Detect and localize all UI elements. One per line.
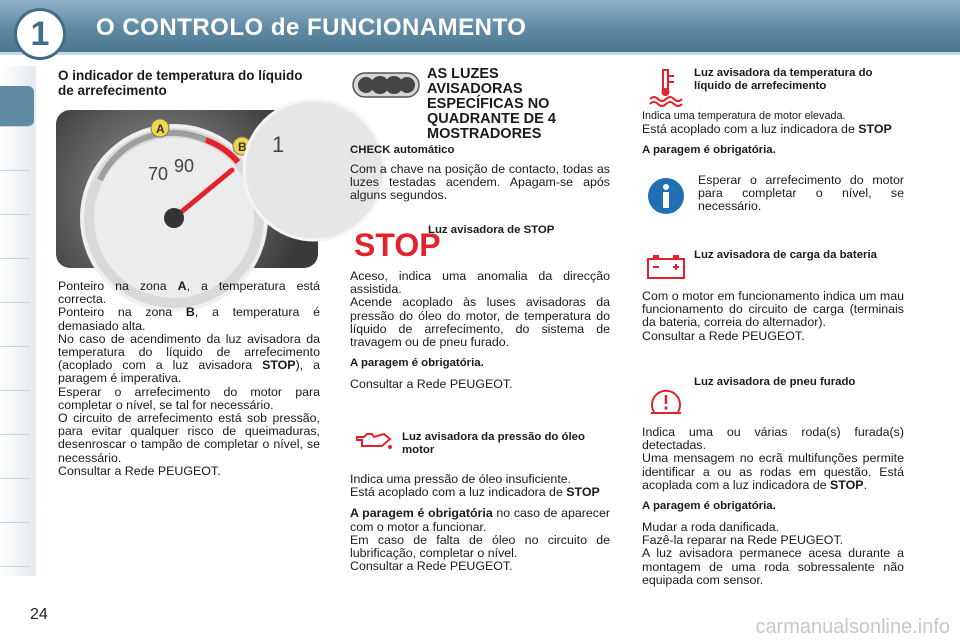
temp-small-text: Indica uma temperatura de motor elevada. <box>642 110 846 122</box>
chapter-number-badge: 1 <box>14 8 66 60</box>
temp-text-stop: STOP <box>858 122 892 137</box>
tyre-text-5: A luz avisadora permanece acesa durante a montagem de uma roda sobressalente não equipada com sensor. <box>642 546 904 587</box>
stop-warning-icon <box>352 226 441 265</box>
side-tab-chapter-5[interactable] <box>0 262 30 303</box>
check-text: Com a chave na posição de contacto, todas as luzes testadas acendem. Apagam-se após alguns segundos. <box>350 162 610 203</box>
page-number: 24 <box>30 606 48 623</box>
instrument-cluster-icon <box>352 70 420 105</box>
gauge-zone-b-label: B <box>238 140 247 154</box>
left-p4: Esperar o arrefecimento do motor para completar o nível, se tal for necessário. <box>58 384 320 412</box>
gauge-tick-90: 90 <box>174 156 195 176</box>
side-tab-chapter-7[interactable] <box>0 350 30 391</box>
coolant-temperature-icon <box>648 68 684 111</box>
gauge-tick-1: 1 <box>272 132 285 157</box>
tyre-text-2-stop: STOP <box>830 477 864 492</box>
side-tab-chapter-11[interactable] <box>0 526 30 567</box>
left-p1-zone: A <box>177 279 187 293</box>
side-tab-chapter-8[interactable] <box>0 394 30 435</box>
battery-consult: Consultar a Rede PEUGEOT. <box>642 328 805 343</box>
left-p5: O circuito de arrefecimento está sob pressão, para evitar qualquer risco de queimaduras, desenroscar o tampão de completar o nível, se necessário. <box>58 411 320 465</box>
stop-icon-text: STOP <box>354 227 441 263</box>
check-title: CHECK automático <box>350 144 455 156</box>
side-tab-chapter-9[interactable] <box>0 438 30 479</box>
info-icon <box>646 176 686 221</box>
flat-tyre-icon <box>646 386 686 423</box>
side-tab-chapter-1[interactable] <box>0 86 34 127</box>
info-text: Esperar o arrefecimento do motor para completar o nível, se necessário. <box>698 173 904 214</box>
left-p3-rest: ), a paragem é imperativa. <box>58 358 320 386</box>
tyre-text-3: Mudar a roda danificada. <box>642 520 780 535</box>
temp-text: Está acoplado com a luz indicadora de <box>642 122 859 137</box>
temp-mandatory: A paragem é obrigatória. <box>642 144 776 157</box>
left-p3-text: No caso de acendimento da luz avisadora da temperatura do líquido de arrefecimento (acoplado com a luz avisadora <box>58 331 320 373</box>
tyre-title-block <box>694 376 894 389</box>
temp-title-block <box>694 67 894 93</box>
oil-mandatory-rest: no caso de aparecer com o motor a funcionar. <box>350 506 610 534</box>
warning-lights-heading: AS LUZES AVISADORAS ESPECÍFICAS NO QUADRANTE DE 4 MOSTRADORES <box>427 66 556 142</box>
oil-consult: Consultar a Rede PEUGEOT. <box>350 559 513 574</box>
oil-can-icon <box>354 428 394 457</box>
oil-text-3: Em caso de falta de óleo no circuito de lubrificação, completar o nível. <box>350 532 610 561</box>
left-p6: Consultar a Rede PEUGEOT. <box>58 463 221 478</box>
page-title: O CONTROLO de FUNCIONAMENTO <box>96 14 527 41</box>
oil-text-1: Indica uma pressão de óleo insuficiente. <box>350 472 572 486</box>
tyre-text-2-end: . <box>863 477 868 492</box>
left-column <box>58 68 320 98</box>
tyre-text-4: Fazê-la reparar na Rede PEUGEOT. <box>642 533 844 548</box>
check-section <box>350 144 610 211</box>
battery-icon <box>646 254 686 285</box>
header-stripe <box>0 52 960 55</box>
battery-title-block <box>694 249 900 262</box>
gauge-tick-70: 70 <box>148 164 169 184</box>
gauge-zone-a-label: A <box>156 122 165 136</box>
side-tab-chapter-10[interactable] <box>0 482 30 523</box>
left-p3-stop: STOP <box>262 358 296 373</box>
temp-title: Luz avisadora da temperatura do líquido de arrefecimento <box>694 67 873 92</box>
side-tab-chapter-4[interactable] <box>0 218 30 259</box>
oil-text-2-stop: STOP <box>566 485 600 500</box>
stop-title: Luz avisadora de STOP <box>428 224 555 236</box>
left-p2-rest: , a temperatura é demasiado alta. <box>58 305 320 333</box>
battery-text: Com o motor em funcionamento indica um mau funcionamento do circuito de carga (terminais da bateria, correia do alternador). <box>642 289 904 330</box>
stop-title-block <box>428 224 608 237</box>
temp-section <box>642 110 904 165</box>
stop-section <box>350 270 610 399</box>
tyre-text-1: Indica uma ou várias roda(s) furada(s) detectadas. <box>642 425 904 453</box>
left-p1-text: Ponteiro na zona <box>58 279 178 293</box>
tyre-title: Luz avisadora de pneu furado <box>694 376 856 388</box>
oil-title: Luz avisadora da pressão do óleo motor <box>402 431 585 456</box>
tyre-text-2: Uma mensagem no ecrã multifunções permite identificar a ou as rodas em questão. Está acoplada com a luz indicadora de <box>642 451 904 492</box>
tyre-mandatory: A paragem é obrigatória. <box>642 500 776 513</box>
oil-section <box>350 473 610 573</box>
left-column-body <box>58 280 320 478</box>
chapter-side-tabs <box>0 66 36 576</box>
oil-text-2: Está acoplado com a luz indicadora de <box>350 485 567 500</box>
stop-mandatory: A paragem é obrigatória. <box>350 357 484 370</box>
stop-text-2: Acende acoplado às luses avisadoras da pressão do óleo do motor, de temperatura do líquido de arrefecimento, do sistema de travagem ou de pneu furado. <box>350 295 610 350</box>
coolant-temperature-gauge-photo <box>56 110 318 268</box>
left-p1-rest: , a temperatura está correcta. <box>58 279 320 307</box>
watermark-text: carmanualsonline.info <box>755 616 950 638</box>
stop-text-1: Aceso, indica uma anomalia da direcção assistida. <box>350 269 610 297</box>
left-p2-text: Ponteiro na zona <box>58 305 186 320</box>
tyre-section <box>642 426 904 587</box>
side-tab-chapter-2[interactable] <box>0 130 30 171</box>
stop-consult: Consultar a Rede PEUGEOT. <box>350 377 513 392</box>
side-tab-chapter-6[interactable] <box>0 306 30 347</box>
battery-title: Luz avisadora de carga da bateria <box>694 249 877 261</box>
side-tab-chapter-3[interactable] <box>0 174 30 215</box>
info-note <box>698 174 904 222</box>
battery-section <box>642 290 904 351</box>
oil-title-block <box>402 431 602 457</box>
coolant-gauge-heading: O indicador de temperatura do líquido de arrefecimento <box>58 68 303 98</box>
oil-mandatory: A paragem é obrigatória <box>350 506 493 521</box>
left-p2-zone: B <box>185 305 195 320</box>
middle-heading-block <box>427 67 587 142</box>
